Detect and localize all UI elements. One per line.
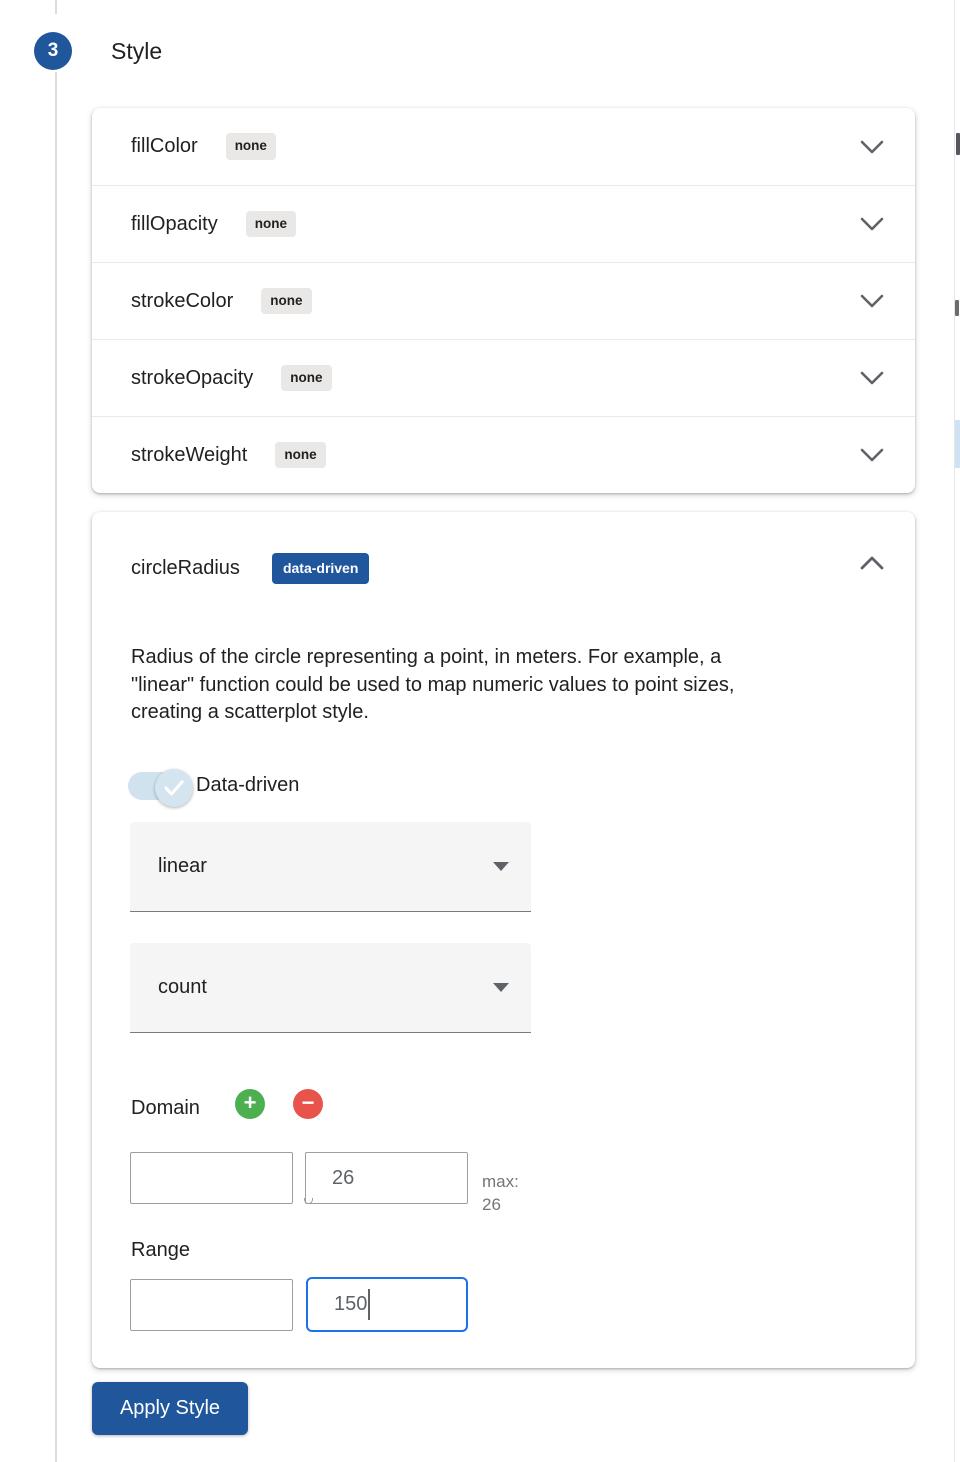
attribute-select-value: count xyxy=(158,976,207,998)
chevron-up-icon[interactable] xyxy=(860,556,884,570)
attribute-select[interactable] xyxy=(130,943,531,1033)
prop-label: fillColor xyxy=(131,135,198,157)
function-select[interactable] xyxy=(130,822,531,912)
step-header[interactable] xyxy=(34,32,162,70)
check-icon xyxy=(163,779,185,797)
chevron-down-icon[interactable] xyxy=(860,217,884,231)
domain-min-input[interactable] xyxy=(130,1152,293,1204)
prop-row-strokeColor[interactable] xyxy=(92,262,915,339)
clipped-content-fragment xyxy=(956,133,960,155)
property-description xyxy=(131,644,734,727)
prop-label: strokeWeight xyxy=(131,443,248,466)
chevron-down-icon[interactable] xyxy=(860,294,884,308)
plus-icon: + xyxy=(243,1090,257,1115)
max-hint-label: max: xyxy=(482,1172,519,1191)
prop-label: fillOpacity xyxy=(131,212,218,235)
dropdown-caret-icon xyxy=(493,983,509,992)
description-line: creating a scatterplot style. xyxy=(131,701,369,723)
status-badge: none xyxy=(246,211,296,237)
data-driven-badge: data-driven xyxy=(272,553,369,584)
remove-domain-stop-button[interactable] xyxy=(293,1089,323,1119)
text-cursor xyxy=(368,1289,370,1320)
clipped-content-fragment xyxy=(955,420,960,468)
status-badge: none xyxy=(281,365,331,391)
range-label: Range xyxy=(131,1239,190,1261)
circle-radius-card xyxy=(92,512,915,1368)
style-properties-card xyxy=(92,108,915,493)
prop-row-strokeWeight[interactable] xyxy=(92,416,915,493)
apply-style-button[interactable]: Apply Style xyxy=(92,1382,248,1435)
prop-label: circleRadius xyxy=(131,556,240,579)
description-line: "linear" function could be used to map numeric values to point sizes, xyxy=(131,673,735,696)
prop-label: strokeColor xyxy=(131,289,234,312)
domain-label: Domain xyxy=(131,1097,200,1119)
data-driven-toggle-thumb[interactable] xyxy=(155,769,193,807)
description-line: Radius of the circle representing a point, in meters. For example, a xyxy=(131,646,722,668)
panel-divider xyxy=(954,0,955,1462)
range-min-input[interactable] xyxy=(130,1279,293,1331)
circle-radius-header[interactable] xyxy=(131,553,369,584)
status-badge: none xyxy=(226,133,276,159)
dropdown-caret-icon xyxy=(493,862,509,871)
step-title: Style xyxy=(111,37,163,64)
clipped-content-fragment xyxy=(955,300,959,316)
minus-icon: − xyxy=(301,1090,315,1115)
status-badge: none xyxy=(275,442,325,468)
adjacent-panel-edge xyxy=(954,0,960,1462)
function-select-value: linear xyxy=(158,855,207,877)
prop-row-fillOpacity[interactable] xyxy=(92,185,915,262)
add-domain-stop-button[interactable] xyxy=(235,1089,265,1119)
chevron-down-icon[interactable] xyxy=(860,140,884,154)
prop-row-fillColor[interactable] xyxy=(92,108,915,185)
stepper-line xyxy=(55,72,57,1462)
domain-max-input[interactable] xyxy=(305,1152,468,1204)
chevron-down-icon[interactable] xyxy=(860,371,884,385)
step-number-badge: 3 xyxy=(34,32,72,70)
max-hint-value: 26 xyxy=(482,1195,501,1214)
range-max-input[interactable] xyxy=(306,1277,468,1332)
domain-max-hint xyxy=(482,1170,519,1216)
prop-label: strokeOpacity xyxy=(131,366,254,389)
prop-row-strokeOpacity[interactable] xyxy=(92,339,915,416)
toggle-label: Data-driven xyxy=(196,774,300,796)
stepper-line xyxy=(55,0,57,14)
chevron-down-icon[interactable] xyxy=(860,448,884,462)
status-badge: none xyxy=(261,288,311,314)
